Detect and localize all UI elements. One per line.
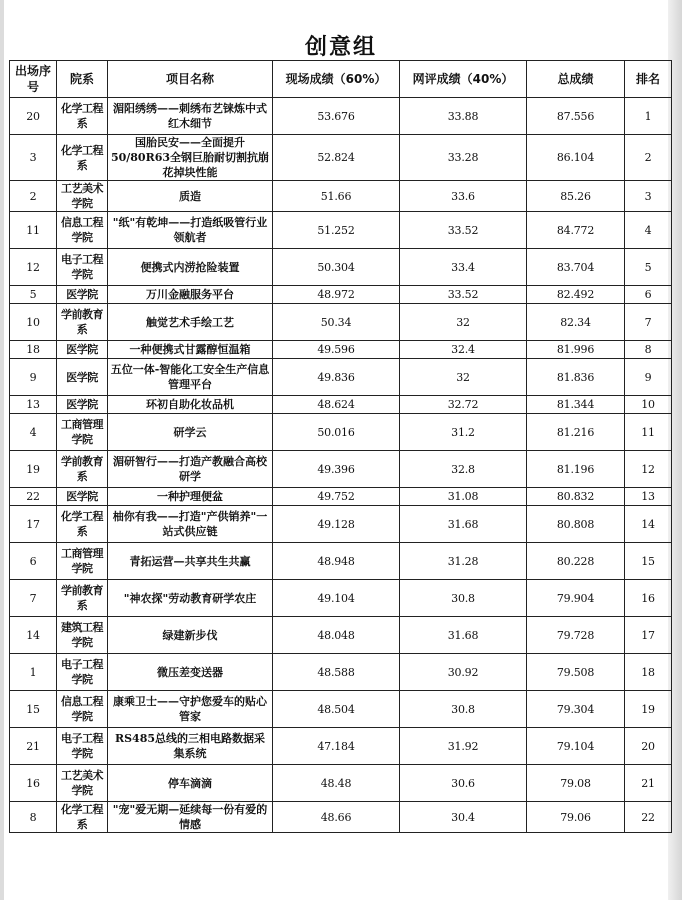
- cell-project: 湄研智行——打造产教融合高校研学: [108, 451, 273, 488]
- cell-order: 18: [10, 341, 57, 359]
- cell-rank: 8: [625, 341, 672, 359]
- cell-total-score: 81.216: [527, 414, 625, 451]
- cell-total-score: 81.196: [527, 451, 625, 488]
- cell-onsite-score: 48.972: [273, 286, 400, 304]
- cell-online-score: 31.68: [400, 617, 527, 654]
- cell-dept: 电子工程学院: [57, 654, 108, 691]
- cell-onsite-score: 48.588: [273, 654, 400, 691]
- cell-dept: 化学工程系: [57, 506, 108, 543]
- table-row: [10, 654, 672, 691]
- cell-rank: 12: [625, 451, 672, 488]
- cell-order: 8: [10, 802, 57, 833]
- cell-onsite-score: 50.34: [273, 304, 400, 341]
- cell-order: 15: [10, 691, 57, 728]
- cell-rank: 17: [625, 617, 672, 654]
- cell-rank: 1: [625, 98, 672, 135]
- table-row: [10, 181, 672, 212]
- cell-onsite-score: 50.304: [273, 249, 400, 286]
- cell-dept: 化学工程系: [57, 135, 108, 181]
- cell-order: 10: [10, 304, 57, 341]
- cell-dept: 医学院: [57, 286, 108, 304]
- cell-order: 2: [10, 181, 57, 212]
- cell-order: 12: [10, 249, 57, 286]
- cell-onsite-score: 48.624: [273, 396, 400, 414]
- cell-order: 4: [10, 414, 57, 451]
- cell-online-score: 33.4: [400, 249, 527, 286]
- header-rank: 排名: [625, 61, 672, 98]
- cell-order: 6: [10, 543, 57, 580]
- cell-rank: 3: [625, 181, 672, 212]
- cell-dept: 医学院: [57, 359, 108, 396]
- cell-online-score: 30.8: [400, 691, 527, 728]
- cell-project: 康乘卫士——守护您爱车的贴心管家: [108, 691, 273, 728]
- table-row: [10, 728, 672, 765]
- cell-online-score: 30.8: [400, 580, 527, 617]
- cell-total-score: 86.104: [527, 135, 625, 181]
- table-row: [10, 765, 672, 802]
- table-row: [10, 617, 672, 654]
- cell-rank: 11: [625, 414, 672, 451]
- cell-rank: 5: [625, 249, 672, 286]
- cell-dept: 医学院: [57, 396, 108, 414]
- cell-order: 13: [10, 396, 57, 414]
- header-dept: 院系: [57, 61, 108, 98]
- header-total-score: 总成绩: [527, 61, 625, 98]
- cell-total-score: 81.996: [527, 341, 625, 359]
- table-row: [10, 212, 672, 249]
- cell-total-score: 81.344: [527, 396, 625, 414]
- table-row: [10, 543, 672, 580]
- cell-onsite-score: 48.66: [273, 802, 400, 833]
- cell-rank: 19: [625, 691, 672, 728]
- cell-total-score: 79.06: [527, 802, 625, 833]
- cell-dept: 医学院: [57, 341, 108, 359]
- cell-onsite-score: 49.836: [273, 359, 400, 396]
- cell-onsite-score: 47.184: [273, 728, 400, 765]
- cell-onsite-score: 52.824: [273, 135, 400, 181]
- table-row: [10, 359, 672, 396]
- cell-dept: 工艺美术学院: [57, 765, 108, 802]
- cell-project: 柚你有我——打造"产供销养"一站式供应链: [108, 506, 273, 543]
- cell-online-score: 33.6: [400, 181, 527, 212]
- cell-project: "宠"爱无期—延续每一份有爱的情感: [108, 802, 273, 833]
- cell-total-score: 83.704: [527, 249, 625, 286]
- table-row: [10, 802, 672, 833]
- table-row: [10, 580, 672, 617]
- cell-online-score: 31.28: [400, 543, 527, 580]
- cell-order: 3: [10, 135, 57, 181]
- cell-project: 国胎民安——全面提升50/80R63全钢巨胎耐切割抗崩花掉块性能: [108, 135, 273, 181]
- cell-rank: 22: [625, 802, 672, 833]
- cell-rank: 10: [625, 396, 672, 414]
- cell-dept: 电子工程学院: [57, 249, 108, 286]
- cell-onsite-score: 53.676: [273, 98, 400, 135]
- cell-project: "纸"有乾坤——打造纸吸管行业领航者: [108, 212, 273, 249]
- cell-project: 微压差变送器: [108, 654, 273, 691]
- cell-dept: 学前教育系: [57, 580, 108, 617]
- cell-rank: 13: [625, 488, 672, 506]
- cell-onsite-score: 48.948: [273, 543, 400, 580]
- cell-rank: 2: [625, 135, 672, 181]
- cell-project: 绿建新步伐: [108, 617, 273, 654]
- cell-total-score: 81.836: [527, 359, 625, 396]
- table-row: [10, 304, 672, 341]
- cell-rank: 4: [625, 212, 672, 249]
- cell-rank: 14: [625, 506, 672, 543]
- cell-project: RS485总线的三相电路数据采集系统: [108, 728, 273, 765]
- table-body: [10, 98, 672, 833]
- cell-dept: 信息工程学院: [57, 691, 108, 728]
- header-onsite-score: 现场成绩（60%）: [273, 61, 400, 98]
- cell-order: 17: [10, 506, 57, 543]
- cell-total-score: 85.26: [527, 181, 625, 212]
- cell-online-score: 30.92: [400, 654, 527, 691]
- cell-total-score: 79.104: [527, 728, 625, 765]
- cell-onsite-score: 50.016: [273, 414, 400, 451]
- cell-rank: 16: [625, 580, 672, 617]
- cell-online-score: 32.4: [400, 341, 527, 359]
- cell-dept: 电子工程学院: [57, 728, 108, 765]
- table-row: [10, 396, 672, 414]
- cell-dept: 工商管理学院: [57, 414, 108, 451]
- cell-dept: 工艺美术学院: [57, 181, 108, 212]
- cell-order: 9: [10, 359, 57, 396]
- table-header-row: [10, 61, 672, 98]
- cell-onsite-score: 49.128: [273, 506, 400, 543]
- table-row: [10, 506, 672, 543]
- cell-project: 万川金融服务平台: [108, 286, 273, 304]
- cell-dept: 医学院: [57, 488, 108, 506]
- cell-project: 研学云: [108, 414, 273, 451]
- cell-project: 青拓运营—共享共生共赢: [108, 543, 273, 580]
- cell-onsite-score: 49.752: [273, 488, 400, 506]
- cell-total-score: 80.832: [527, 488, 625, 506]
- cell-rank: 7: [625, 304, 672, 341]
- table-row: [10, 98, 672, 135]
- cell-project: 湄阳绣绣——刺绣布艺铼炼中式红木细节: [108, 98, 273, 135]
- cell-rank: 6: [625, 286, 672, 304]
- cell-order: 7: [10, 580, 57, 617]
- table-row: [10, 414, 672, 451]
- cell-order: 5: [10, 286, 57, 304]
- cell-online-score: 31.08: [400, 488, 527, 506]
- cell-total-score: 79.08: [527, 765, 625, 802]
- cell-project: 质造: [108, 181, 273, 212]
- cell-rank: 15: [625, 543, 672, 580]
- cell-order: 11: [10, 212, 57, 249]
- cell-onsite-score: 48.048: [273, 617, 400, 654]
- cell-total-score: 80.808: [527, 506, 625, 543]
- cell-online-score: 33.52: [400, 212, 527, 249]
- cell-project: 一种护理便盆: [108, 488, 273, 506]
- cell-order: 19: [10, 451, 57, 488]
- cell-rank: 9: [625, 359, 672, 396]
- cell-project: 停车滴滴: [108, 765, 273, 802]
- cell-order: 22: [10, 488, 57, 506]
- header-online-score: 网评成绩（40%）: [400, 61, 527, 98]
- cell-order: 14: [10, 617, 57, 654]
- cell-onsite-score: 48.48: [273, 765, 400, 802]
- cell-dept: 学前教育系: [57, 451, 108, 488]
- cell-online-score: 32: [400, 359, 527, 396]
- table-row: [10, 341, 672, 359]
- cell-project: 一种便携式甘露醇恒温箱: [108, 341, 273, 359]
- cell-project: 五位一体-智能化工安全生产信息管理平台: [108, 359, 273, 396]
- cell-onsite-score: 48.504: [273, 691, 400, 728]
- cell-total-score: 80.228: [527, 543, 625, 580]
- table-row: [10, 691, 672, 728]
- page-title: 创意组: [304, 35, 377, 60]
- cell-dept: 建筑工程学院: [57, 617, 108, 654]
- cell-onsite-score: 49.596: [273, 341, 400, 359]
- cell-online-score: 33.88: [400, 98, 527, 135]
- header-project: 项目名称: [108, 61, 273, 98]
- cell-dept: 学前教育系: [57, 304, 108, 341]
- cell-online-score: 31.68: [400, 506, 527, 543]
- cell-online-score: 31.2: [400, 414, 527, 451]
- cell-project: "神农探"劳动教育研学农庄: [108, 580, 273, 617]
- cell-online-score: 31.92: [400, 728, 527, 765]
- cell-online-score: 33.52: [400, 286, 527, 304]
- cell-rank: 20: [625, 728, 672, 765]
- cell-dept: 化学工程系: [57, 98, 108, 135]
- cell-dept: 信息工程学院: [57, 212, 108, 249]
- cell-total-score: 79.728: [527, 617, 625, 654]
- results-table: [9, 60, 672, 833]
- cell-project: 便携式内涝抢险装置: [108, 249, 273, 286]
- page-left-edge: [0, 0, 4, 900]
- table-row: [10, 451, 672, 488]
- cell-order: 1: [10, 654, 57, 691]
- cell-rank: 18: [625, 654, 672, 691]
- table-row: [10, 135, 672, 181]
- cell-online-score: 32: [400, 304, 527, 341]
- cell-online-score: 32.8: [400, 451, 527, 488]
- cell-total-score: 79.508: [527, 654, 625, 691]
- cell-total-score: 82.492: [527, 286, 625, 304]
- header-order: 出场序号: [10, 61, 57, 98]
- cell-online-score: 33.28: [400, 135, 527, 181]
- cell-onsite-score: 49.104: [273, 580, 400, 617]
- cell-dept: 工商管理学院: [57, 543, 108, 580]
- cell-project: 环初自助化妆品机: [108, 396, 273, 414]
- table-row: [10, 488, 672, 506]
- cell-total-score: 79.304: [527, 691, 625, 728]
- cell-rank: 21: [625, 765, 672, 802]
- cell-order: 16: [10, 765, 57, 802]
- cell-onsite-score: 51.252: [273, 212, 400, 249]
- cell-online-score: 30.6: [400, 765, 527, 802]
- cell-online-score: 32.72: [400, 396, 527, 414]
- cell-total-score: 84.772: [527, 212, 625, 249]
- cell-dept: 化学工程系: [57, 802, 108, 833]
- cell-total-score: 82.34: [527, 304, 625, 341]
- cell-total-score: 79.904: [527, 580, 625, 617]
- table-row: [10, 249, 672, 286]
- table-row: [10, 286, 672, 304]
- cell-onsite-score: 51.66: [273, 181, 400, 212]
- cell-total-score: 87.556: [527, 98, 625, 135]
- cell-online-score: 30.4: [400, 802, 527, 833]
- cell-onsite-score: 49.396: [273, 451, 400, 488]
- cell-order: 20: [10, 98, 57, 135]
- cell-project: 触觉艺术手绘工艺: [108, 304, 273, 341]
- cell-order: 21: [10, 728, 57, 765]
